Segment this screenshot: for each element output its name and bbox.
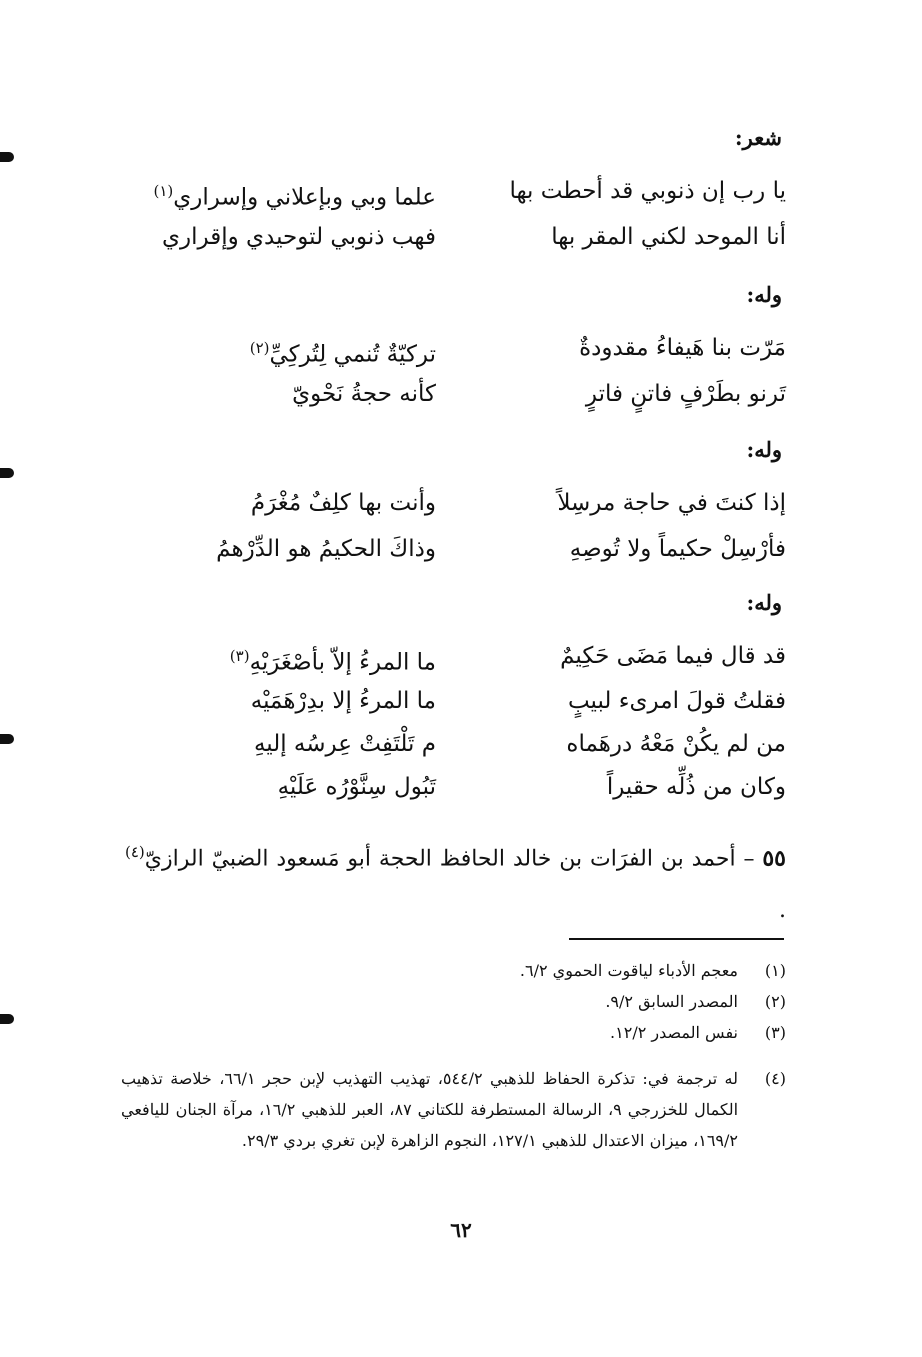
verse-first-hemistich: من لم يكُنْ مَعْهُ درهَماه	[566, 731, 786, 757]
poem-label: وله:	[746, 282, 782, 307]
verse-line	[126, 633, 786, 679]
entry-end: .	[779, 898, 786, 924]
biography-entry	[121, 826, 786, 937]
verse-second-hemistich: تَبُول سِنَّوْرُه عَلَيْهِ	[277, 774, 436, 800]
footnote-number: (٤)	[764, 1069, 786, 1088]
footnote-ref: (٤)	[125, 843, 145, 861]
verse-line	[126, 721, 786, 767]
verse-first-hemistich: فأرْسِلْ حكيماً ولا تُوصِهِ	[569, 536, 786, 562]
footnote-number: (٣)	[764, 1023, 786, 1042]
footnote-ref: (١)	[153, 182, 174, 200]
footnote-divider	[569, 938, 784, 940]
footnote-text: معجم الأدباء لياقوت الحموي ٦/٢.	[519, 961, 738, 980]
verse-line	[126, 764, 786, 810]
hemistich-text: تركيّةٌ تُنمي لِتُركِيِّ	[269, 341, 436, 368]
verse-first-hemistich: يا رب إن ذنوبي قد أحطت بها	[509, 178, 786, 204]
scan-edge-mark	[0, 468, 14, 478]
verse-line	[126, 526, 786, 572]
verse-first-hemistich: مَرّت بنا هَيفاءُ مقدودةٌ	[579, 335, 786, 361]
verse-line	[126, 678, 786, 724]
verse-first-hemistich: تَرنو بطَرْفٍ فاتنٍ فاترٍ	[585, 381, 786, 407]
verse-line	[126, 371, 786, 417]
footnote-text: المصدر السابق ٩/٢.	[605, 992, 738, 1011]
verse-line	[126, 325, 786, 371]
verse-second-hemistich	[126, 325, 436, 378]
verse-second-hemistich: م تَلْتَفِتْ عِرسُه إليهِ	[253, 731, 436, 757]
footnote-ref: (٣)	[229, 647, 250, 665]
verse-line	[126, 214, 786, 260]
poem-label: شعر:	[734, 125, 782, 150]
footnote	[121, 1017, 786, 1048]
verse-second-hemistich: وأنت بها كلِفٌ مُغْرَمُ	[250, 490, 436, 516]
footnote-number: (١)	[764, 961, 786, 980]
scan-edge-mark	[0, 734, 14, 744]
entry-title: أحمد بن الفرَات بن خالد الحافظ الحجة أبو مَسعود الضبيّ الرازيّ	[144, 846, 736, 872]
scan-edge-mark	[0, 152, 14, 162]
entry-dash: –	[735, 846, 755, 872]
footnote	[121, 955, 786, 986]
verse-first-hemistich: قد قال فيما مَضَى حَكِيمٌ	[560, 643, 786, 669]
verse-first-hemistich: إذا كنتَ في حاجة مرسِلاً	[557, 490, 786, 516]
hemistich-text: علما وبي وبإعلاني وإسراري	[173, 184, 436, 211]
footnote-number: (٢)	[764, 992, 786, 1011]
poem-label: وله:	[746, 590, 782, 615]
footnote-text: له ترجمة في: تذكرة الحفاظ للذهبي ٥٤٤/٢، تهذيب التهذيب لإبن حجر ٦٦/١، خلاصة تذهيب الكمال للخزرجي ٩، الرسالة المستطرفة للكتاني ٨٧، العبر للذهبي ١٦/٢، مرآة الجنان لليافعي ١٦٩/٢، ميزان الاعتدال للذهبي ١٢٧/١، النجوم الزاهرة لإبن تغري بردي ٢٩/٣.	[121, 1069, 739, 1150]
verse-second-hemistich	[126, 168, 436, 221]
verse-first-hemistich: وكان من ذُلِّه حقيراً	[606, 774, 786, 800]
footnote-text: نفس المصدر ١٢/٢.	[610, 1023, 738, 1042]
footnote-ref: (٢)	[249, 339, 270, 357]
footnote	[121, 1063, 786, 1156]
poem-label: وله:	[746, 437, 782, 462]
scan-edge-mark	[0, 1014, 14, 1024]
verse-line	[126, 480, 786, 526]
entry-number: ٥٥	[762, 845, 786, 872]
verse-second-hemistich: كأنه حجةُ نَحْويّ	[292, 381, 436, 407]
verse-second-hemistich: ما المرءُ إلا بدِرْهَمَيْه	[250, 688, 436, 714]
verse-line	[126, 168, 786, 214]
verse-second-hemistich: فهب ذنوبي لتوحيدي وإقراري	[162, 224, 436, 250]
hemistich-text: ما المرءُ إلاّ بأصْغَرَيْهِ	[249, 649, 436, 676]
footnote	[121, 986, 786, 1017]
verse-first-hemistich: فقلتُ قولَ امرىء لبيبٍ	[567, 688, 786, 714]
page-number: ٦٢	[450, 1218, 472, 1242]
verse-second-hemistich: وذاكَ الحكيمُ هو الدِّرْهمُ	[216, 536, 436, 562]
verse-first-hemistich: أنا الموحد لكني المقر بها	[551, 224, 786, 250]
